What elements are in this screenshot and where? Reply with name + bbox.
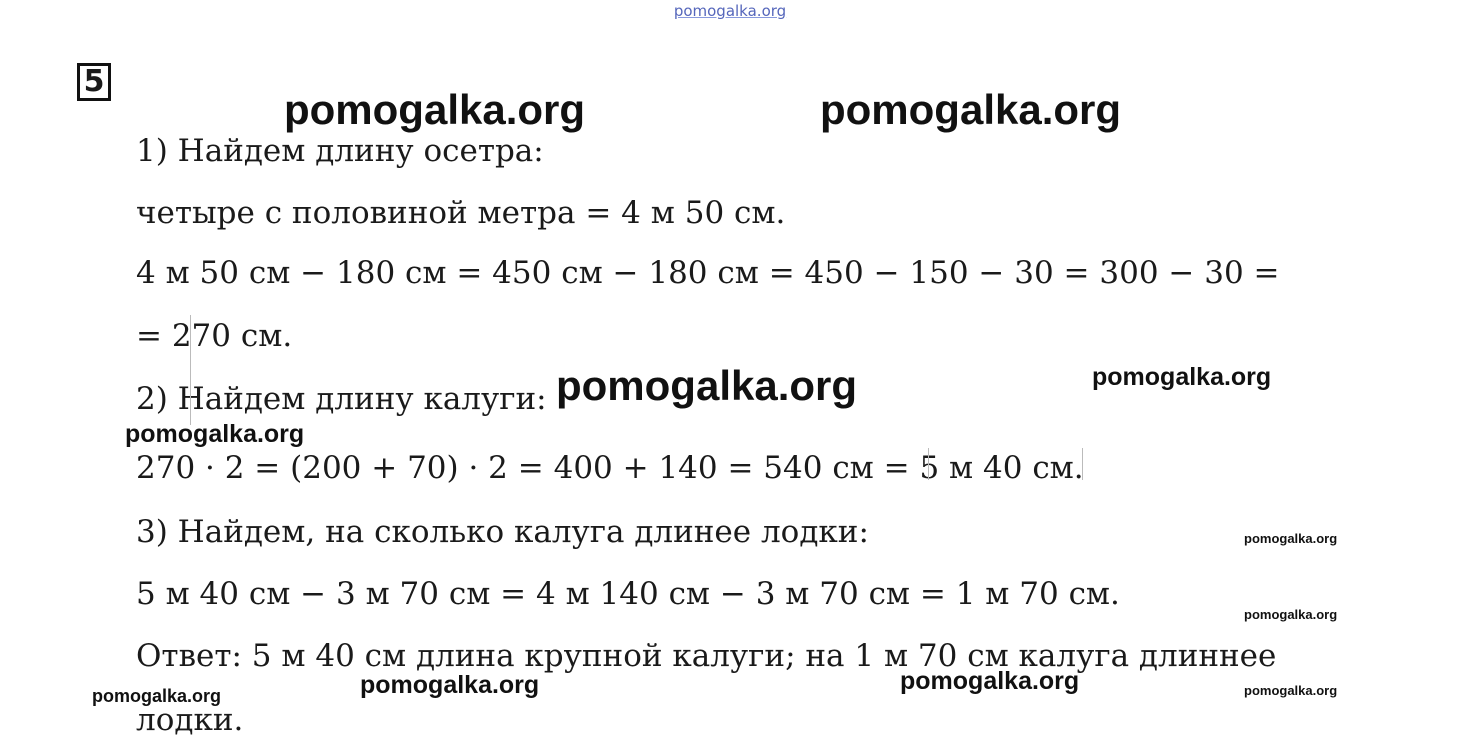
scan-artifact-line xyxy=(1082,448,1083,480)
solution-line-4: = 270 см. xyxy=(136,318,293,354)
solution-line-9: Ответ: 5 м 40 см длина крупной калуги; на 1 м 70 см калуга длиннее xyxy=(136,638,1277,674)
solution-line-3: 4 м 50 см − 180 см = 450 см − 180 см = 450 − 150 − 30 = 300 − 30 = xyxy=(136,255,1280,291)
watermark: pomogalka.org xyxy=(284,86,586,133)
watermark: pomogalka.org xyxy=(1244,683,1338,698)
solution-line-6: 270 · 2 = (200 + 70) · 2 = 400 + 140 = 540 см = 5 м 40 см. xyxy=(136,450,1084,486)
watermark: pomogalka.org xyxy=(1244,531,1338,546)
solution-line-7: 3) Найдем, на сколько калуга длинее лодки: xyxy=(136,514,869,550)
solution-line-2: четыре с половиной метра = 4 м 50 см. xyxy=(136,195,786,231)
watermark: pomogalka.org xyxy=(360,671,540,699)
task-number-badge: 5 xyxy=(77,63,111,101)
solution-line-1: 1) Найдем длину осетра: xyxy=(136,133,544,169)
watermark: pomogalka.org xyxy=(92,686,222,706)
watermark: pomogalka.org xyxy=(1092,363,1272,391)
solution-line-5: 2) Найдем длину калуги: xyxy=(136,381,547,417)
watermark: pomogalka.org xyxy=(556,362,858,409)
solution-line-8: 5 м 40 см − 3 м 70 см = 4 м 140 см − 3 м 70 см = 1 м 70 см. xyxy=(136,576,1120,612)
watermark: pomogalka.org xyxy=(820,86,1122,133)
site-link[interactable]: pomogalka.org xyxy=(673,2,787,20)
watermark: pomogalka.org xyxy=(1244,607,1338,622)
solution-line-10: лодки. xyxy=(136,702,244,738)
watermark: pomogalka.org xyxy=(900,667,1080,695)
scan-artifact-line xyxy=(190,315,191,425)
scan-artifact-line xyxy=(928,448,929,480)
watermark: pomogalka.org xyxy=(125,420,305,448)
